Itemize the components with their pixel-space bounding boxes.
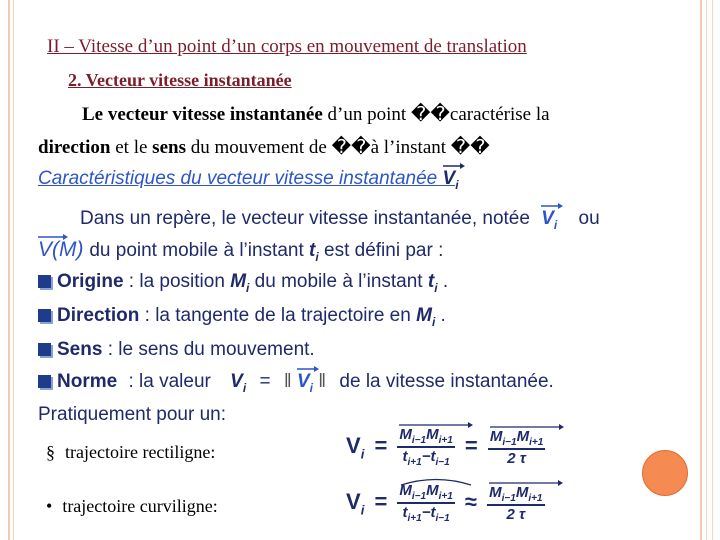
intro-line-2 (38, 136, 490, 159)
definition-text-end: ou (578, 208, 600, 229)
slide-title: II – Vitesse d’un point d’un corps en mouvement de translation (47, 36, 527, 57)
bullet-label: Sens (57, 339, 103, 360)
equals-sign: = (374, 488, 388, 514)
fraction-numerator: $M_{i-1}M_{i+1}$ (397, 426, 454, 448)
vector-arrow-icon (490, 424, 564, 430)
bullet-sens (38, 339, 315, 361)
equals-sign: = (259, 371, 271, 392)
vector-vi-symbol: $V_i$ (541, 208, 562, 229)
vector-arrow-icon (399, 422, 473, 428)
fraction-displacement (397, 426, 454, 468)
left-border-line-inner (13, 0, 14, 540)
bullet-square-icon (38, 309, 51, 322)
vi-symbol: $V_i$ (230, 371, 247, 395)
bullet-direction: Direction : la tangente de la trajectoire en $M_i$ . (38, 305, 446, 329)
bullet-text: du mobile à l’instant (254, 271, 423, 292)
fraction-numerator: $M_{i-1}M_{i+1}$ (488, 428, 545, 450)
arc-icon (399, 476, 473, 486)
intro-text: à l’instant (370, 137, 447, 158)
characteristics-heading-text: Caractéristiques du vecteur vitesse instantanée (38, 168, 438, 189)
vector-vi-symbol: $V_i$ (297, 371, 318, 392)
intro-text-end: caractérise la (449, 104, 550, 125)
decorative-circle (642, 450, 688, 496)
broken-glyph: �� (331, 137, 371, 158)
intro-text: et le (110, 137, 153, 158)
ti-symbol: $t_i$ (309, 240, 319, 264)
bullet-text: de la vitesse instantanée. (339, 371, 554, 392)
trajectory-label: trajectoire rectiligne: (65, 442, 216, 462)
bullet-text: : la position (123, 271, 225, 292)
ti-symbol: $t_i$ (427, 271, 438, 295)
fraction-numerator: $M_{i-1}M_{i+1}$ (397, 482, 454, 504)
right-border-line-outer (712, 0, 713, 540)
formula-lhs: $V_i$ (346, 432, 365, 462)
mi-symbol: $M_i$ (416, 305, 436, 329)
intro-sens: sens (152, 137, 186, 158)
fraction-denominator: $t_{i+1}-t_{i-1}$ (402, 448, 450, 468)
pratiquement-text: Pratiquement pour un: (38, 404, 227, 425)
broken-glyph: �� (410, 104, 450, 125)
bullet-norme (38, 371, 678, 395)
formula-lhs: $V_i$ (346, 488, 365, 518)
vector-arrow-icon (489, 480, 563, 486)
bullet-square-icon (38, 375, 51, 388)
characteristics-heading (38, 168, 459, 192)
fraction-two-tau (488, 428, 545, 467)
equals-sign: = (374, 432, 388, 458)
intro-text: du mouvement de (185, 137, 332, 158)
fraction-numerator: $M_{i-1}M_{i+1}$ (487, 484, 544, 506)
vector-vm-symbol: V(M) (38, 238, 89, 261)
right-border-line-inner (706, 0, 707, 540)
bullet-origine: Origine : la position $M_i$ du mobile à l’instant $t_i$ . (38, 271, 448, 295)
broken-glyph: �� (450, 137, 490, 158)
bullet-text: : le sens du mouvement. (102, 339, 315, 360)
fraction-displacement (397, 482, 454, 524)
definition-text: Dans un repère, le vecteur vitesse instantanée, notée (80, 208, 530, 229)
trajectory-curviligne (46, 496, 218, 517)
left-border-line (8, 0, 10, 540)
intro-text: d’un point (322, 104, 411, 125)
intro-line-1 (82, 103, 550, 126)
fraction-denominator: 2 τ (507, 449, 526, 467)
approx-sign: ≈ (464, 488, 477, 514)
right-border-line (700, 0, 702, 540)
fraction-two-tau (487, 484, 544, 523)
intro-direction: direction (38, 137, 111, 158)
bullet-square-icon (38, 275, 51, 288)
bullet-label: Origine (57, 271, 124, 292)
fraction-denominator: 2 τ (506, 505, 526, 523)
equals-sign: = (464, 432, 478, 458)
mi-symbol: $M_i$ (230, 271, 250, 295)
definition-text-end: est défini par : (324, 240, 444, 261)
bullet-text: : la valeur (128, 371, 211, 392)
bullet-square-icon (38, 343, 51, 356)
norm-bar-left: ‖ (283, 371, 292, 392)
norm-bar-right: ‖ (318, 371, 327, 392)
vector-arrow-icon (297, 365, 319, 373)
bullet-marker: § (46, 442, 55, 462)
formula-curviligne (346, 482, 545, 524)
bullet-text: : la tangente de la trajectoire en (139, 305, 411, 326)
formula-rectiligne (346, 426, 545, 468)
definition-line-2 (38, 238, 443, 264)
vector-vi-symbol: $V_i$ (443, 168, 459, 189)
definition-line-1 (80, 208, 600, 232)
vector-arrow-icon (38, 233, 68, 241)
bullet-marker: • (46, 496, 53, 516)
vector-arrow-icon (541, 202, 563, 210)
intro-emphasis: Le vecteur vitesse instantanée (82, 104, 323, 125)
trajectory-label: trajectoire curviligne: (62, 496, 218, 516)
definition-text: du point mobile à l’instant (89, 240, 304, 261)
bullet-label: Direction (57, 305, 140, 326)
fraction-denominator: $t_{i+1}-t_{i-1}$ (402, 504, 450, 524)
section-subtitle: 2. Vecteur vitesse instantanée (68, 70, 292, 90)
trajectory-rectiligne (46, 442, 215, 463)
vector-arrow-icon (443, 162, 465, 170)
bullet-label: Norme (57, 371, 118, 392)
